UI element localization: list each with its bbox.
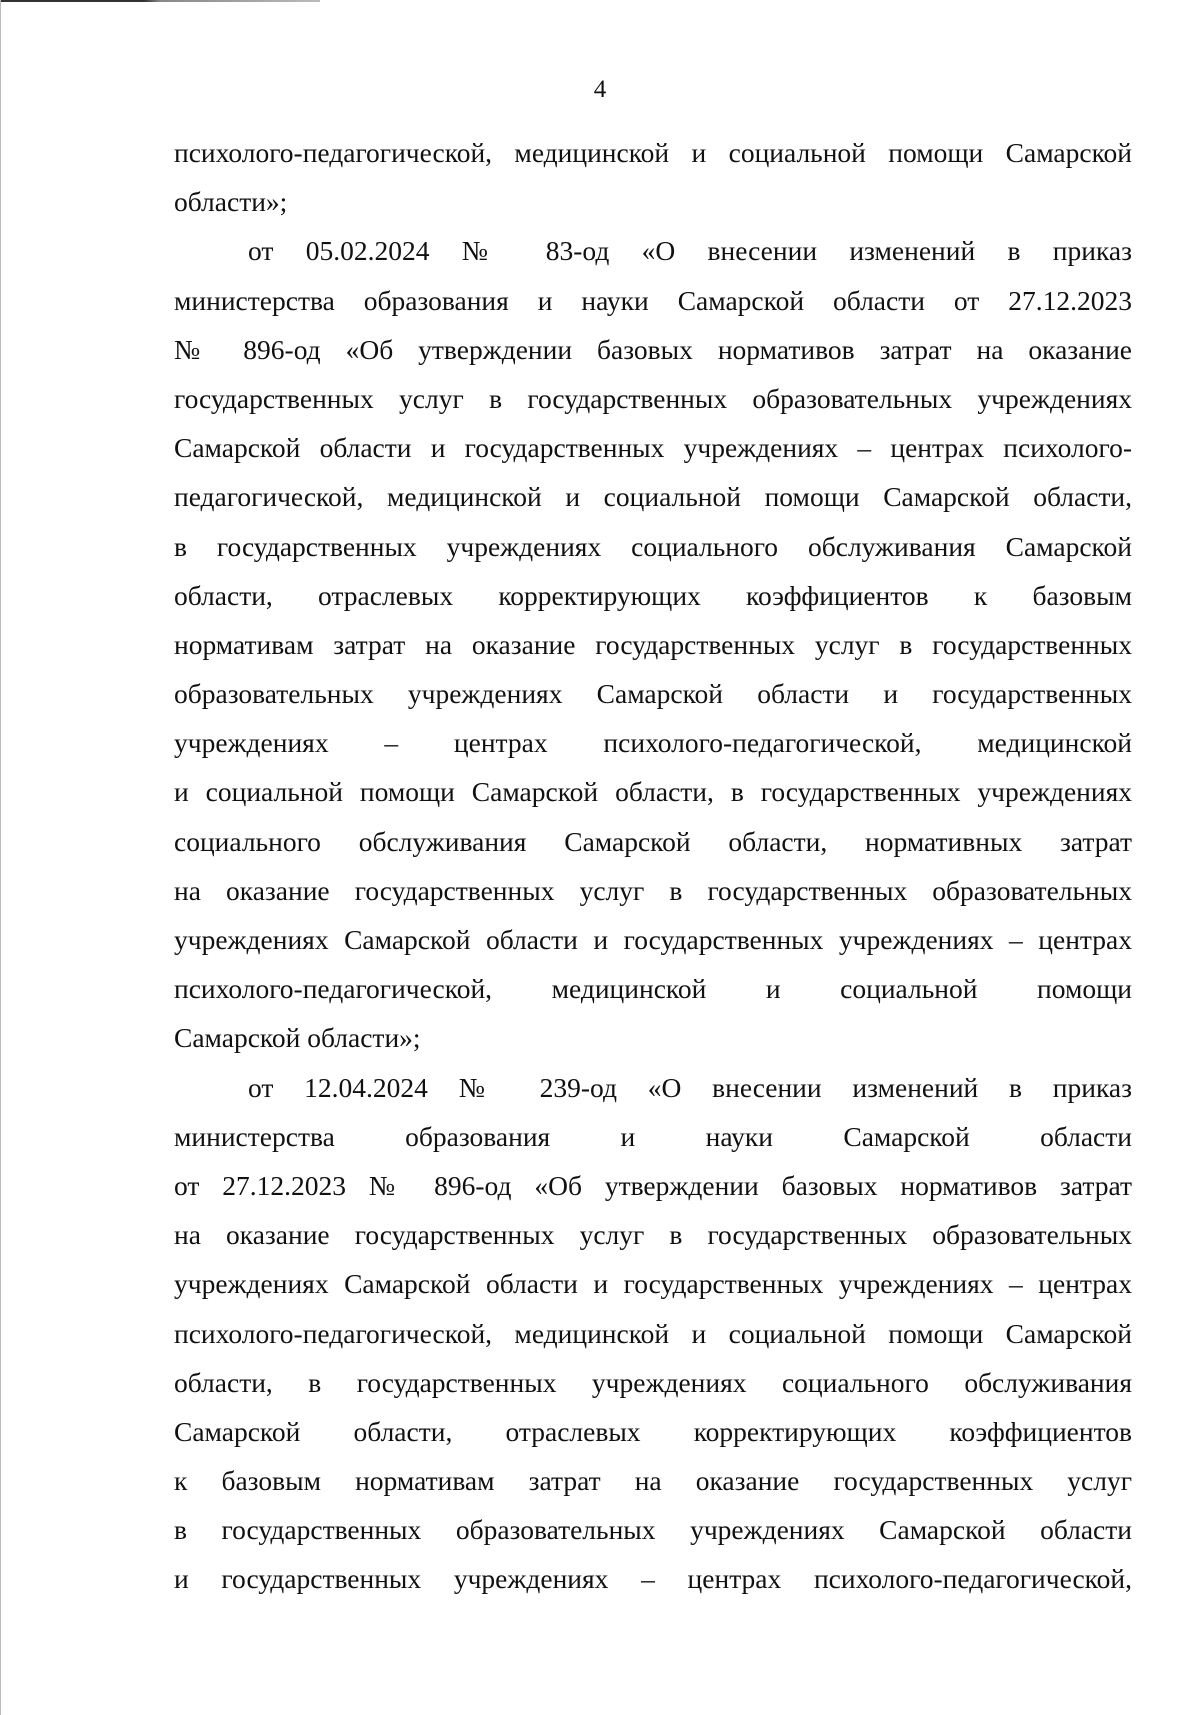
page-number: 4 [593, 76, 607, 103]
text-line: Самарской области, отраслевых корректирующих коэффициентов [174, 1415, 1132, 1447]
text-line: на оказание государственных услуг в государственных образовательных [174, 874, 1132, 906]
text-line: на оказание государственных услуг в государственных образовательных [174, 1219, 1132, 1251]
text-line: государственных услуг в государственных образовательных учреждениях [174, 382, 1132, 414]
text-line: области, в государственных учреждениях социального обслуживания [174, 1366, 1132, 1398]
text-line: учреждениях – центрах психолого-педагогической, медицинской [174, 727, 1132, 759]
text-line: психолого-педагогической, медицинской и социальной помощи Самарской [174, 1317, 1132, 1349]
text-line: учреждениях Самарской области и государственных учреждениях – центрах [174, 924, 1132, 955]
scan-edge [0, 0, 1, 1715]
text-line: № 896-од «Об утверждении базовых нормативов затрат на оказание [174, 333, 1132, 365]
text-line: в государственных учреждениях социального обслуживания Самарской [174, 530, 1132, 562]
text-line: психолого-педагогической, медицинской и социальной помощи [174, 973, 1132, 1005]
text-line: и государственных учреждениях – центрах психолого-педагогической, [174, 1563, 1132, 1595]
text-line: социального обслуживания Самарской области, нормативных затрат [174, 825, 1132, 857]
text-line: образовательных учреждениях Самарской области и государственных [174, 678, 1132, 710]
text-line: нормативам затрат на оказание государственных услуг в государственных [174, 628, 1132, 660]
text-line: области»; [174, 186, 288, 218]
text-line: от 12.04.2024 № 239-од «О внесении изменений в приказ [248, 1071, 1132, 1103]
text-line: и социальной помощи Самарской области, в государственных учреждениях [174, 776, 1132, 808]
text-line: учреждениях Самарской области и государственных учреждениях – центрах [174, 1268, 1132, 1300]
text-line: Самарской области»; [174, 1022, 421, 1054]
scan-artifact-line [0, 0, 320, 2]
text-line: от 27.12.2023 № 896-од «Об утверждении базовых нормативов затрат [174, 1169, 1132, 1201]
text-line: от 05.02.2024 № 83-од «О внесении изменений в приказ [248, 235, 1132, 267]
text-line: министерства образования и науки Самарской области от 27.12.2023 [174, 284, 1132, 316]
text-line: Самарской области и государственных учреждениях – центрах психолого- [174, 432, 1132, 464]
text-line: области, отраслевых корректирующих коэффициентов к базовым [174, 579, 1132, 611]
text-line: министерства образования и науки Самарской области [174, 1120, 1132, 1152]
text-line: педагогической, медицинской и социальной помощи Самарской области, [174, 481, 1132, 513]
text-line: психолого-педагогической, медицинской и социальной помощи Самарской [174, 137, 1132, 168]
document-body [174, 128, 1132, 1604]
text-line: в государственных образовательных учреждениях Самарской области [174, 1514, 1132, 1546]
text-line: к базовым нормативам затрат на оказание государственных услуг [174, 1465, 1132, 1497]
